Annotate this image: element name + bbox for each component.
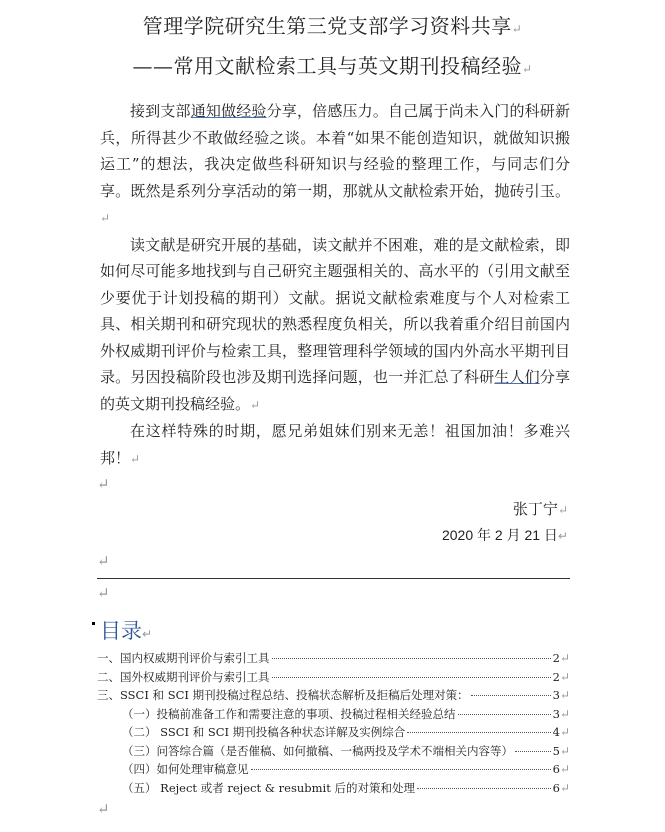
paragraph-bullet [92,622,95,625]
toc-page-number: 2↵ [552,651,570,665]
toc-page-number: 6↵ [552,762,570,776]
toc-page-number: 4↵ [552,725,570,739]
toc-heading: 目录↵ [100,619,153,643]
empty-paragraph-mark: ↵ [97,584,110,602]
toc-leader-dots [251,769,551,770]
paragraph-literature: 读文献是研究开展的基础，读文献并不困难，难的是文献检索，即如何尽可能多地找到与自己研究主题强相关的、高水平的（引用文献至少要优于计划投稿的期刊）文献。据说文献检索难度与个人对检索工具、相关期刊和研究现状的熟悉程度负相关，所以我着重介绍目前国内外权威期刊评价与检索工具，整理管理科学领域的国内外高水平期刊目录。另因投稿阶段也涉及期刊选择问题，也一并汇总了科研生人们分享的英文期刊投稿经验。↵ [100,235,570,413]
signature: 张丁宁↵ [512,500,568,518]
toc-page-number: 3↵ [552,706,570,721]
toc-entry-title: 二、国外权威期刊评价与索引工具 [97,669,270,684]
toc-leader-dots [272,677,551,678]
toc-entry[interactable] [97,686,570,705]
toc-page-number: 3↵ [552,688,570,702]
toc-leader-dots [417,788,551,789]
toc-entry-title: （二） SSCI 和 SCI 期刊投稿各种状态详解及实例综合 [122,725,406,739]
toc-leader-dots [458,714,551,715]
paragraph-mark: ↵ [511,22,523,36]
toc-entry-title: （一）投稿前准备工作和需要注意的事项、投稿过程相关经验总结 [122,706,456,721]
toc-page-number: 2↵ [552,669,570,684]
date: 2020 年 2 月 21 日↵ [441,527,568,543]
toc-entry[interactable] [97,723,570,742]
toc-leader-dots [272,658,551,659]
table-of-contents [97,649,570,797]
empty-paragraph-mark: ↵ [97,475,110,493]
toc-entry[interactable] [97,649,570,668]
toc-entry[interactable] [97,760,570,779]
paragraph-intro: 接到支部通知做经验分享，倍感压力。自己属于尚未入门的科研新兵，所得甚少不敢做经验之谈。本着“如果不能创造知识，就做知识搬运工”的想法，我决定做些科研知识与经验的整理工作，与同志们分享。既然是系列分享活动的第一期，那就从文献检索开始，抛砖引玉。↵ [100,102,570,225]
document-subtitle: ——常用文献检索工具与英文期刊投稿经验↵ [132,54,533,78]
toc-entry-title: （四）如何处理审稿意见 [122,762,249,776]
document-title: 管理学院研究生第三党支部学习资料共享↵ [142,14,523,38]
toc-entry[interactable] [97,668,570,687]
empty-paragraph-mark: ↵ [97,552,110,570]
toc-entry-title: 三、SSCI 和 SCI 期刊投稿过程总结、投稿状态解析及拒稿后处理对策： [97,688,469,702]
empty-paragraph-mark: ↵ [97,800,110,818]
toc-leader-dots [515,751,551,752]
toc-entry-title: （五） Reject 或者 reject & resubmit 后的对策和处理 [122,780,415,795]
toc-entry[interactable] [97,779,570,798]
toc-page-number: 6↵ [552,780,570,795]
spellcheck-underlined-text: 通知做经验 [190,102,267,120]
toc-entry-title: 一、国内权威期刊评价与索引工具 [97,651,270,665]
horizontal-rule [97,578,570,579]
toc-leader-dots [471,695,551,696]
toc-entry[interactable] [97,705,570,724]
toc-section [97,616,570,797]
toc-leader-dots [407,732,550,733]
paragraph-mark: ↵ [521,62,533,76]
spellcheck-underlined-text: 生人们 [494,368,540,386]
toc-page-number: 5↵ [552,743,570,758]
toc-entry[interactable] [97,742,570,761]
toc-entry-title: （三）问答综合篇（是否催稿、如何撤稿、一稿两投及学术不端相关内容等） [122,743,513,758]
paragraph-wishes: 在这样特殊的时期，愿兄弟姐妹们别来无恙！祖国加油！多难兴邦！↵ [100,422,570,467]
